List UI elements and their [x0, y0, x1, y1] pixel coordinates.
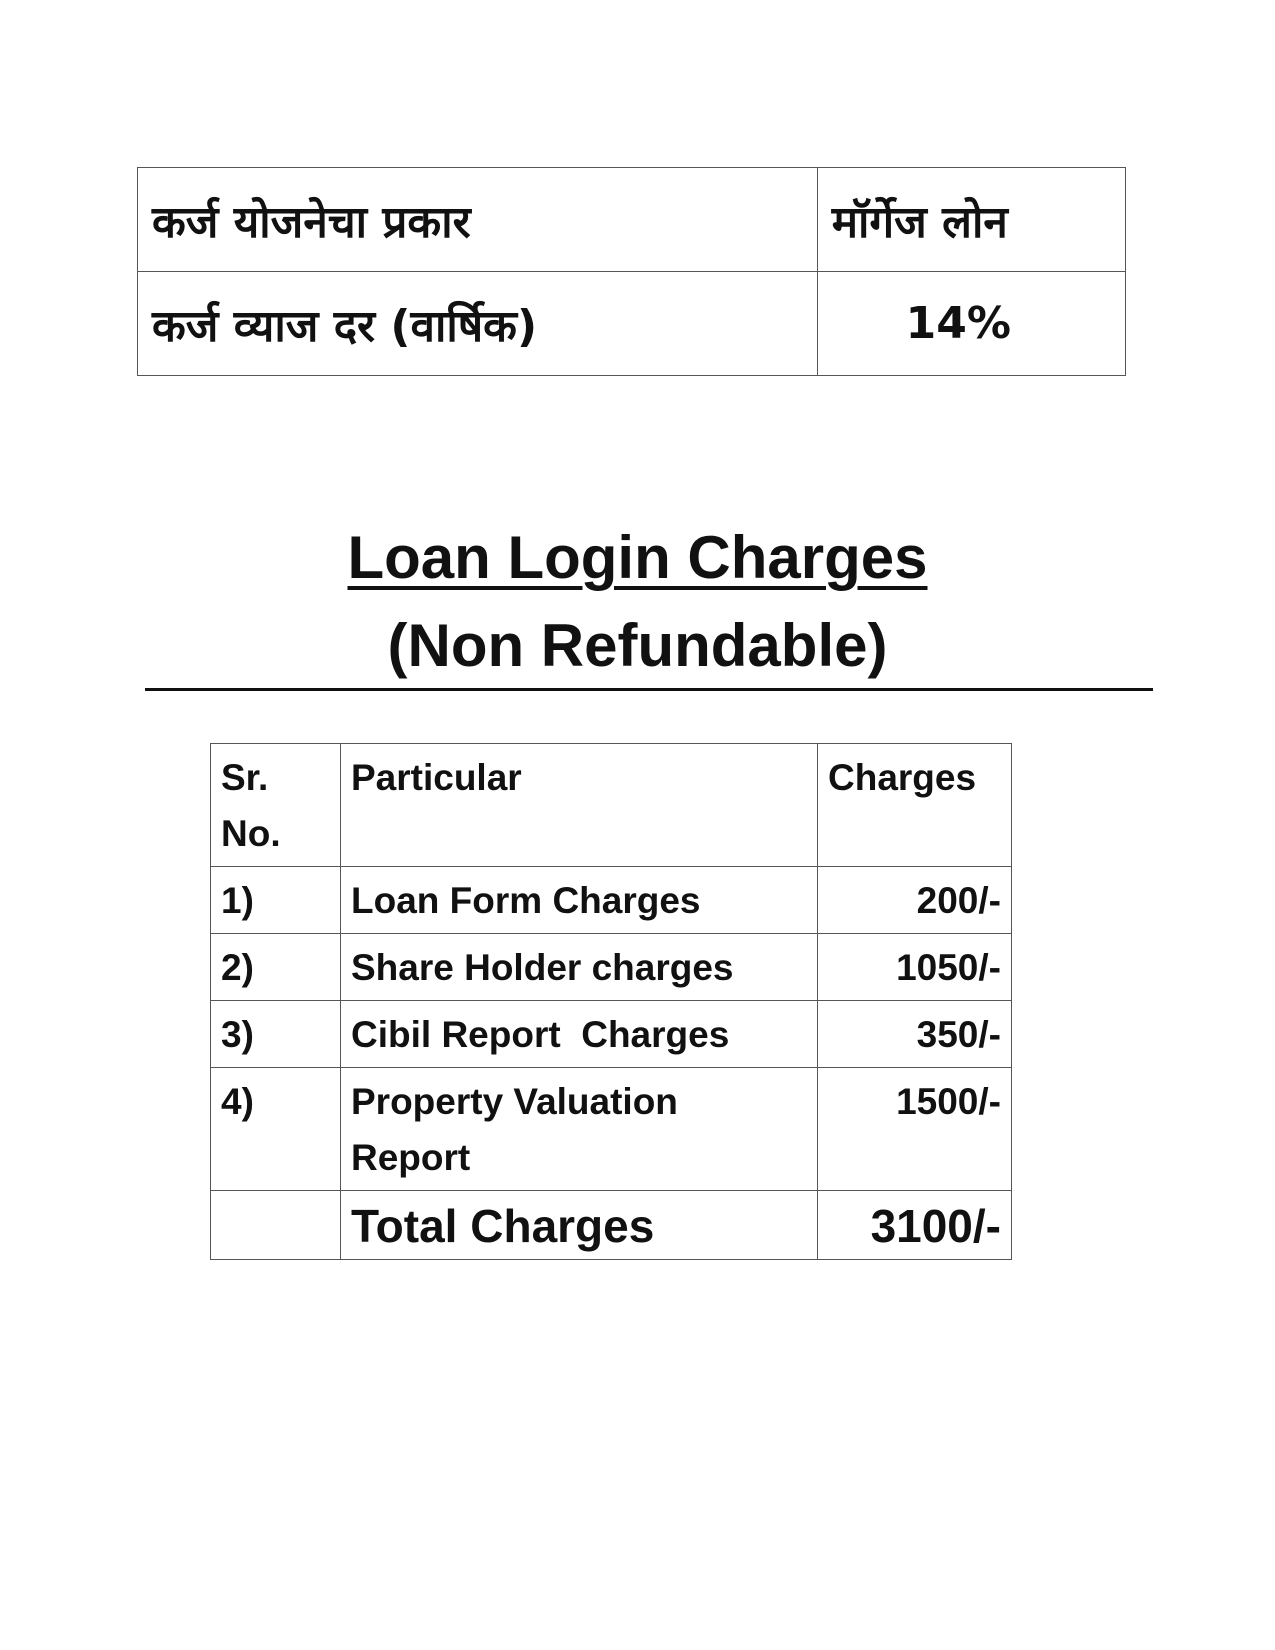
heading-divider — [145, 688, 1153, 691]
table-row — [211, 1068, 1012, 1191]
charges-table — [210, 743, 1012, 1260]
row-particular: Loan Form Charges — [341, 867, 818, 934]
total-amount: 3100/- — [818, 1191, 1012, 1260]
row-amount: 1500/- — [818, 1068, 1012, 1191]
total-label: Total Charges — [341, 1191, 818, 1260]
row-sr-no: 3) — [211, 1001, 341, 1068]
table-row — [211, 1001, 1012, 1068]
row-particular: Cibil Report Charges — [341, 1001, 818, 1068]
loan-type-row — [138, 168, 1126, 272]
page-title-text: Loan Login Charges — [347, 524, 928, 591]
loan-type-label: कर्ज योजनेचा प्रकार — [138, 168, 818, 272]
table-row — [211, 867, 1012, 934]
loan-type-value: मॉर्गेज लोन — [817, 168, 1125, 272]
interest-rate-label: कर्ज व्याज दर (वार्षिक) — [138, 272, 818, 376]
row-amount: 350/- — [818, 1001, 1012, 1068]
row-sr-no: 2) — [211, 934, 341, 1001]
row-sr-no: 4) — [211, 1068, 341, 1191]
table-row — [211, 934, 1012, 1001]
interest-rate-value: 14% — [817, 272, 1125, 376]
page-subtitle: (Non Refundable) — [387, 612, 888, 679]
row-particular: Property Valuation Report — [341, 1068, 818, 1191]
total-sr-empty — [211, 1191, 341, 1260]
page-title — [0, 518, 1275, 598]
loan-info-table — [137, 167, 1126, 376]
row-particular: Share Holder charges — [341, 934, 818, 1001]
header-charges: Charges — [818, 744, 1012, 867]
header-sr-no: Sr. No. — [211, 744, 341, 867]
row-amount: 1050/- — [818, 934, 1012, 1001]
row-amount: 200/- — [818, 867, 1012, 934]
charges-header-row — [211, 744, 1012, 867]
total-row — [211, 1191, 1012, 1260]
interest-rate-row — [138, 272, 1126, 376]
header-particular: Particular — [341, 744, 818, 867]
row-sr-no: 1) — [211, 867, 341, 934]
